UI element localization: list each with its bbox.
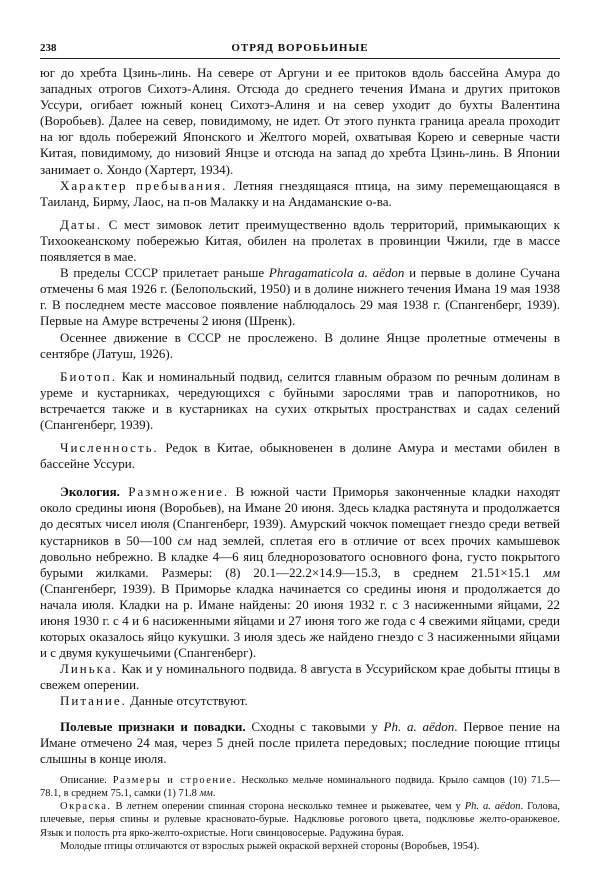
numbers-heading: Численность. xyxy=(60,440,159,456)
description-young-paragraph: Молодые птицы отличаются от взрослых рыжей окраской верхней стороны (Воробьев, 1954). xyxy=(60,840,480,852)
page-header xyxy=(40,40,560,59)
biotope-heading: Биотоп. xyxy=(60,368,117,384)
stay-paragraph: Характер пребывания. Летняя гнездящаяся птица, на зиму перемещающаяся в Таиланд, Бирму, Лаос, на п-ов Малакку и на Андаманские о-ва. xyxy=(40,177,560,209)
dates-heading: Даты. xyxy=(60,216,102,232)
size-heading: Размеры и строение. xyxy=(106,774,237,786)
running-title: ОТРЯД ВОРОБЬИНЫЕ xyxy=(231,42,369,54)
page-number: 238 xyxy=(40,42,57,54)
food-heading: Питание. xyxy=(60,693,127,709)
moult-heading: Линька. xyxy=(60,661,118,677)
colour-heading: Окраска. xyxy=(60,801,112,813)
description-block xyxy=(40,774,560,853)
dates-paragraph: Даты. С мест зимовок летит преимущественно вдоль территорий, примыкающих к Тихоокеанскому побережью Китая, обилен на пролетах в провинции Чжили, где в массе появляется в мае. xyxy=(40,216,560,265)
field-heading: Полевые признаки и повадки. xyxy=(60,718,246,734)
range-paragraph: юг до хребта Цзинь-линь. На севере от Аргуни и ее притоков вдоль бассейна Амура до западных отрогов Сихотэ-Алиня. Отсюда до среднего течения Имана и других притоков Уссури, огибает южный конец Сихотэ-Алиня и на север уходит до бухты Валентина (Воробьев). Далее на север, повидимому, не идет. От этого пункта граница ареала проходит на юг вдоль побережий Японского и Желтого морей, охватывая Корею и северные части Китая, повидимому, до низовий Янцзе и отсюда на запад до хребта Цзинь-линь. В Японии занимает о. Хондо (Хартерт, 1934). xyxy=(40,65,560,177)
ecology-paragraph: Экология. Размножение. В южной части Приморья законченные кладки находят около средины июня (Воробьев), на Имане 20 июня. Здесь кладка растянута и продолжается до десятых чисел июля (Спангенберг, 1939). Амурский чокчок помещает гнездо среди ветвей кустарников в 50—100 см над землей, сплетая его в отличие от всех прочих камышевок довольно небрежно. В кладке 4—6 яиц бледнорозоватого основного фона, густо покрытого бурыми жилками. Размеры: (8) 20.1—22.2×14.9—15.3, в среднем 21.51×15.1 мм (Спангенберг, 1939). В Приморье кладка начинается со средины июня и продолжается до начала июля. Кладки на р. Имане найдены: 20 июня 1932 г. с 3 насиженными яйцами, 22 июня 1930 г. с 4 и 6 насиженными яйцами и 27 июня того же года с 4 свежими яйцами, среди которых оказалось яйцо кукушки. 3 июля здесь же найдено гнездо с 3 насиженными яйцами и с двумя кукушечьими (Спангенберг). xyxy=(40,484,560,661)
numbers-paragraph: Численность. Редок в Китае, обыкновенен в долине Амура и местами обилен в бассейне Уссури. xyxy=(40,440,560,472)
dates-ussr-paragraph: В пределы СССР прилетает раньше Phragamaticola a. aëdon и первые в долине Сучана отмечены 6 мая 1926 г. (Белопольский, 1950) и в долине нижнего течения Имана 19 мая 1938 г. В последнем месте массовое появление наблюдалось 29 мая 1938 г. (Спангенберг, 1939). Первые на Амуре встречены 2 июня (Шренк). xyxy=(40,265,561,329)
main-text xyxy=(40,65,560,767)
dates-autumn-paragraph: Осеннее движение в СССР не прослежено. В долине Янцзе пролетные отмечены в сентябре (Латуш, 1926). xyxy=(40,329,560,361)
stay-heading: Характер пребывания. xyxy=(60,177,228,193)
species-name: Ph. a. aëdon xyxy=(383,718,455,734)
species-name: Phragamaticola a. aëdon xyxy=(268,265,405,281)
ecology-title: Экология. xyxy=(60,484,120,500)
food-paragraph: Питание. Данные отсутствуют. xyxy=(60,693,248,709)
breeding-heading: Размножение. xyxy=(119,484,230,500)
description-size-paragraph: Описание. Размеры и строение. Несколько мельче номинального подвида. Крыло самцов (10) 71.5—78.1, в среднем 75.1, самки (1) 71.8 мм. xyxy=(40,774,560,800)
species-name: Ph. a. aëdon xyxy=(464,801,521,813)
moult-paragraph: Линька. Как и у номинального подвида. 8 августа в Уссурийском крае добыты птицы в свежем оперении. xyxy=(40,661,560,693)
field-paragraph: Полевые признаки и повадки. Сходны с таковыми у Ph. a. aëdon. Первое пение на Имане отмечено 24 мая, через 5 дней после прилета передовых; последние поющие птицы слышны в конце июля. xyxy=(40,718,560,766)
biotope-paragraph: Биотоп. Как и номинальный подвид, селится главным образом по речным долинам в уреме и кустарниках, чередующихся с буйными зарослями трав и папоротников, но встречается также и в кустарниках на сухих открытых пространствах и садах селений (Спангенберг, 1939). xyxy=(40,368,560,432)
book-page xyxy=(40,40,560,860)
description-colour-paragraph: Окраска. В летнем оперении спинная сторона несколько темнее и рыжеватее, чем у Ph. a. aëdon. Голова, плечевые, перья спины и рулевые красновато-бурые. Надклювье рогового цвета, подклювье желто-оранжевое. Язык и полость рта ярко-желто-охристые. Ноги свинцовосерые. Радужина бурая. xyxy=(40,801,561,839)
description-label: Описание. xyxy=(60,774,107,786)
